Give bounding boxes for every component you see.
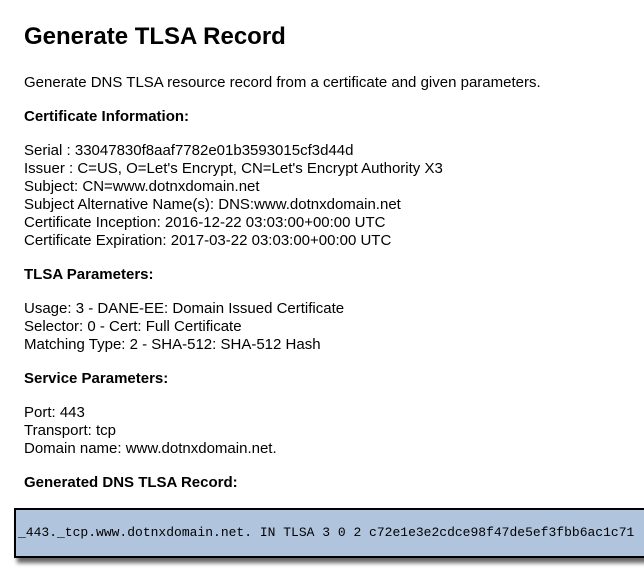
- generated-record-heading: Generated DNS TLSA Record:: [24, 474, 238, 491]
- cert-issuer: Issuer : C=US, O=Let's Encrypt, CN=Let's Encrypt Authority X3: [24, 160, 443, 177]
- cert-subject-alternative-names: Subject Alternative Name(s): DNS:www.dotnxdomain.net: [24, 196, 401, 213]
- intro-text: Generate DNS TLSA resource record from a certificate and given parameters.: [24, 74, 541, 91]
- service-transport: Transport: tcp: [24, 422, 116, 439]
- cert-serial: Serial : 33047830f8aaf7782e01b3593015cf3d44d: [24, 142, 354, 159]
- service-port: Port: 443: [24, 404, 85, 421]
- service-parameters-block: [24, 404, 644, 458]
- tlsa-usage: Usage: 3 - DANE-EE: Domain Issued Certificate: [24, 300, 345, 317]
- tlsa-selector: Selector: 0 - Cert: Full Certificate: [24, 318, 242, 335]
- tlsa-parameters-heading: TLSA Parameters:: [24, 266, 154, 283]
- page-title: Generate TLSA Record: [24, 23, 286, 50]
- cert-inception: Certificate Inception: 2016-12-22 03:03:00+00:00 UTC: [24, 214, 386, 231]
- service-domain-name: Domain name: www.dotnxdomain.net.: [24, 440, 277, 457]
- generated-tlsa-record-output: _443._tcp.www.dotnxdomain.net. IN TLSA 3 0 2 c72e1e3e2cdce98f47de5ef3fbb6ac1c71: [14, 508, 644, 558]
- cert-subject: Subject: CN=www.dotnxdomain.net: [24, 178, 260, 195]
- service-parameters-heading: Service Parameters:: [24, 370, 169, 387]
- tlsa-matching-type: Matching Type: 2 - SHA-512: SHA-512 Hash: [24, 336, 321, 353]
- tlsa-parameters-block: [24, 300, 644, 354]
- certificate-information-block: [24, 142, 644, 250]
- certificate-information-heading: Certificate Information:: [24, 108, 190, 125]
- cert-expiration: Certificate Expiration: 2017-03-22 03:03:00+00:00 UTC: [24, 232, 392, 249]
